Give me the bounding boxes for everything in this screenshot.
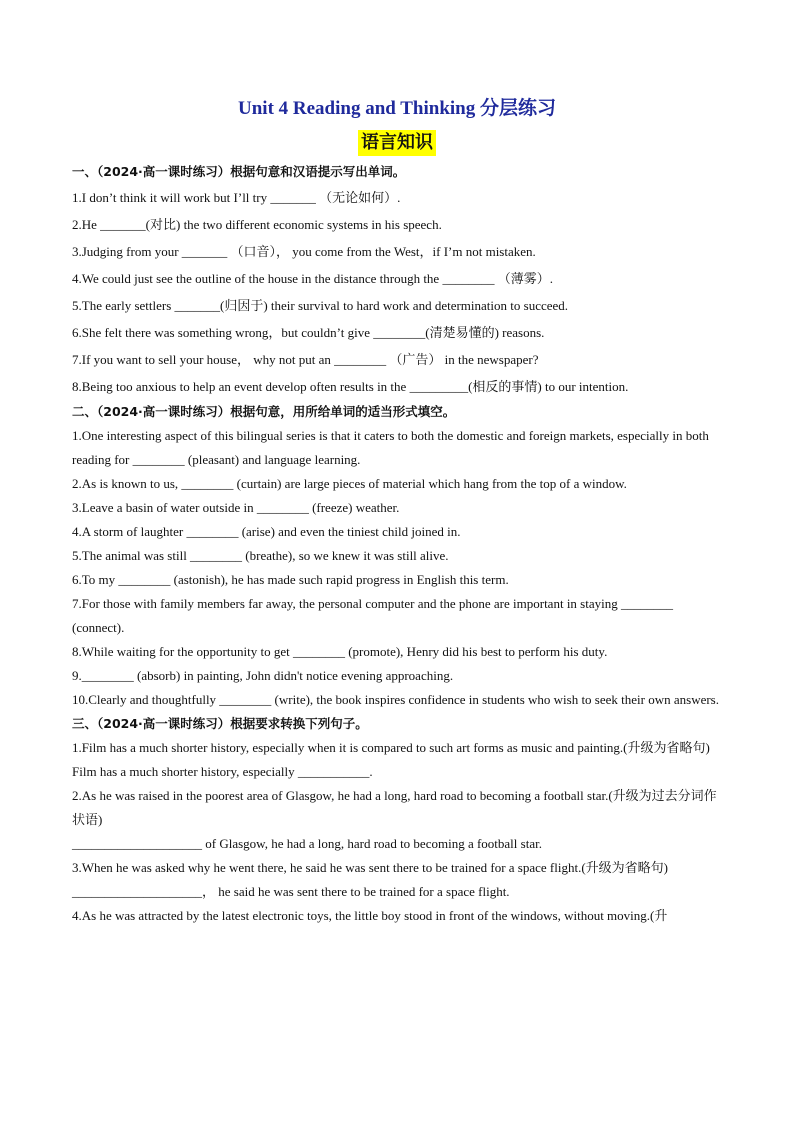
question-item: 9.________ (absorb) in painting, John didn't notice evening approaching. xyxy=(72,668,454,683)
question-item: 3.Judging from your _______ （口音）， you come from the West，if I’m not mistaken. xyxy=(72,244,536,259)
question-item: 10.Clearly and thoughtfully ________ (write), the book inspires confidence in students who wish to seek their own answers. xyxy=(72,692,719,707)
question-item: 3.Leave a basin of water outside in ________ (freeze) weather. xyxy=(72,500,400,515)
answer-line: Film has a much shorter history, especially ___________. xyxy=(72,764,373,779)
worksheet-page xyxy=(72,96,722,928)
question-item: 7.If you want to sell your house， why not put an ________ （广告） in the newspaper? xyxy=(72,352,539,367)
question-item: 2.As he was raised in the poorest area of Glasgow, he had a long, hard road to becoming a football star.(升级为过去分词作状语) xyxy=(72,788,717,827)
answer-line: ____________________ of Glasgow, he had a long, hard road to becoming a football star. xyxy=(72,836,542,851)
question-item: 7.For those with family members far away, the personal computer and the phone are important in staying ________ (connect). xyxy=(72,596,673,635)
question-item: 4.As he was attracted by the latest electronic toys, the little boy stood in front of the windows, without moving.(升 xyxy=(72,908,668,923)
section-3 xyxy=(72,712,722,928)
question-item: 5.The animal was still ________ (breathe), so we knew it was still alive. xyxy=(72,548,449,563)
question-item: 4.We could just see the outline of the house in the distance through the ________ （薄雾）. xyxy=(72,271,553,286)
answer-line: ____________________， he said he was sent there to be trained for a space flight. xyxy=(72,884,510,899)
section-1-heading: 一、（2024·高一课时练习）根据句意和汉语提示写出单词。 xyxy=(72,164,406,179)
page-title: Unit 4 Reading and Thinking 分层练习 xyxy=(238,98,556,119)
question-item: 1.Film has a much shorter history, especially when it is compared to such art forms as music and painting.(升级为省略句) xyxy=(72,740,710,755)
section-1 xyxy=(72,160,722,400)
question-item: 8.Being too anxious to help an event develop often results in the _________(相反的事情) to our intention. xyxy=(72,379,629,394)
question-item: 1.I don’t think it will work but I’ll try _______ （无论如何）. xyxy=(72,190,401,205)
question-item: 4.A storm of laughter ________ (arise) and even the tiniest child joined in. xyxy=(72,524,461,539)
question-item: 6.She felt there was something wrong，but couldn’t give ________(清楚易懂的) reasons. xyxy=(72,325,545,340)
question-item: 6.To my ________ (astonish), he has made such rapid progress in English this term. xyxy=(72,572,509,587)
question-item: 2.He _______(对比) the two different economic systems in his speech. xyxy=(72,217,442,232)
question-item: 5.The early settlers _______(归因于) their survival to hard work and determination to succeed. xyxy=(72,298,569,313)
section-label: 语言知识 xyxy=(358,130,436,156)
question-item: 2.As is known to us, ________ (curtain) are large pieces of material which hang from the top of a window. xyxy=(72,476,627,491)
section-2 xyxy=(72,400,722,712)
question-item: 1.One interesting aspect of this bilingual series is that it caters to both the domestic and foreign markets, especially in both reading for ________ (pleasant) and language learning. xyxy=(72,428,709,467)
question-item: 3.When he was asked why he went there, he said he was sent there to be trained for a space flight.(升级为省略句) xyxy=(72,860,669,875)
section-2-heading: 二、（2024·高一课时练习）根据句意，用所给单词的适当形式填空。 xyxy=(72,404,456,419)
question-item: 8.While waiting for the opportunity to get ________ (promote), Henry did his best to perform his duty. xyxy=(72,644,608,659)
section-3-heading: 三、（2024·高一课时练习）根据要求转换下列句子。 xyxy=(72,716,368,731)
